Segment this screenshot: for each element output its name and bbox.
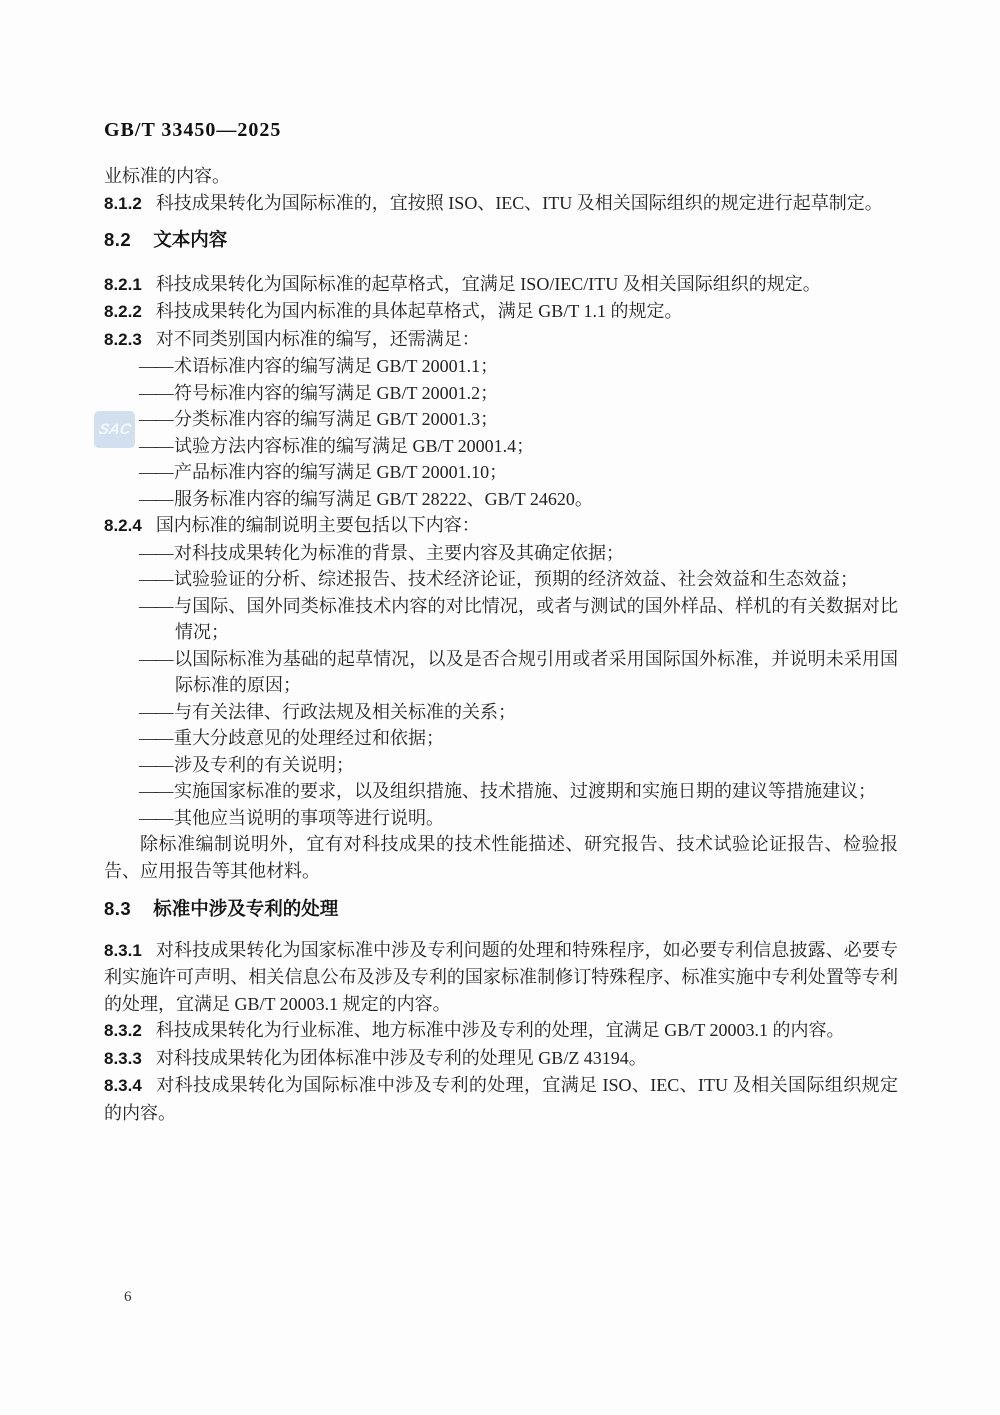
list-item-text: 分类标准内容的编写满足 GB/T 20001.3； [174,409,499,429]
clause-number: 8.3.1 [104,940,142,960]
clause-text: 科技成果转化为行业标准、地方标准中涉及专利的处理，宜满足 GB/T 20003.1 的内容。 [155,1020,845,1040]
clause-8-3-2 [104,1017,898,1045]
clause-text: 对科技成果转化为团体标准中涉及专利的处理见 GB/Z 43194。 [155,1047,647,1068]
page-number: 6 [124,1289,132,1305]
list-item [104,459,898,486]
clause-number: 8.2.2 [104,302,142,321]
list-item [104,540,898,567]
clause-number: 8.2.3 [104,329,142,349]
list-dash: —— [139,781,172,801]
list-item-text: 与国际、国外同类标准技术内容的对比情况，或者与测试的国外样品、样机的有关数据对比情况； [174,595,898,642]
list-item-text: 试验方法内容标准的编写满足 GB/T 20001.4； [174,435,535,456]
clause-8-3-3 [104,1045,898,1073]
list-item [104,486,898,513]
list-item-text: 与有关法律、行政法规及相关标准的关系； [174,701,516,722]
clause-number: 8.3.3 [104,1048,142,1068]
list-item [104,752,898,779]
list-item [104,353,898,380]
list-dash: —— [139,595,172,616]
list-item [104,725,898,752]
list-dash: —— [139,382,172,403]
sac-watermark-text: SAC [96,421,133,438]
list-dash: —— [139,488,172,509]
clause-number: 8.2.1 [104,274,142,294]
heading-title: 文本内容 [153,229,228,250]
list-item-text: 对科技成果转化为标准的背景、主要内容及其确定依据； [174,542,624,563]
list-item [104,433,898,460]
list-item [104,566,898,593]
section-heading-8-2 [104,227,898,254]
clause-8-1-2 [104,190,898,218]
list-dash: —— [139,462,172,482]
list-dash: —— [139,435,172,456]
clause-number: 8.1.2 [104,193,142,213]
heading-number: 8.2 [104,229,132,250]
list-dash: —— [139,701,172,722]
list-dash: —— [139,542,172,563]
list-dash: —— [139,409,172,429]
clause-8-2-3 [104,326,898,354]
clause-8-2-4 [104,512,898,540]
clause-text: 对不同类别国内标准的编写，还需满足： [155,328,480,349]
list-item [104,646,898,699]
list-item [104,406,898,433]
list-item-text: 产品标准内容的编写满足 GB/T 20001.10； [174,462,508,482]
clause-8-2-2 [104,298,898,326]
clause-number: 8.3.4 [104,1076,142,1095]
list-item-text: 涉及专利的有关说明； [174,754,354,775]
clause-8-3-4 [104,1072,898,1126]
list-item [104,805,898,832]
clause-text: 对科技成果转化为国际标准中涉及专利的处理，宜满足 ISO、IEC、ITU 及相关国际组织规定的内容。 [104,1075,898,1123]
list-item [104,380,898,407]
clause-text: 科技成果转化为国内标准的具体起草格式，满足 GB/T 1.1 的规定。 [155,301,683,321]
list-item-text: 实施国家标准的要求，以及组织措施、技术措施、过渡期和实施日期的建议等措施建议； [174,781,876,801]
list-item [104,593,898,646]
list-item-text: 以国际标准为基础的起草情况，以及是否合规引用或者采用国际国外标准，并说明未采用国际标准的原因； [174,648,898,695]
clause-number: 8.2.4 [104,516,142,535]
list-dash: —— [139,356,172,376]
paragraph-continuation: 业标准的内容。 [104,166,230,186]
list-dash: —— [139,648,172,669]
section-heading-8-3 [104,896,898,923]
list-dash: —— [139,754,172,775]
paragraph-other-materials: 除标准编制说明外，宜有对科技成果的技术性能描述、研究报告、技术试验论证报告、检验报告、应用报告等其他材料。 [104,834,898,881]
list-item-text: 试验验证的分析、综述报告、技术经济论证，预期的经济效益、社会效益和生态效益； [174,569,858,589]
heading-number: 8.3 [104,898,132,919]
document-body [104,163,898,1126]
heading-title: 标准中涉及专利的处理 [153,898,339,919]
list-dash: —— [139,569,172,589]
list-item [104,778,898,805]
list-item [104,699,898,726]
list-item-text: 其他应当说明的事项等进行说明。 [174,807,444,828]
clause-text: 科技成果转化为国际标准的起草格式，宜满足 ISO/IEC/ITU 及相关国际组织的规定。 [155,273,821,294]
list-item-text: 符号标准内容的编写满足 GB/T 20001.2； [174,382,499,403]
clause-text: 科技成果转化为国际标准的，宜按照 ISO、IEC、ITU 及相关国际组织的规定进行起草制定。 [155,192,883,213]
clause-number: 8.3.2 [104,1021,142,1040]
clause-text: 国内标准的编制说明主要包括以下内容： [155,515,480,535]
clause-8-3-1 [104,937,898,1018]
standard-number-header: GB/T 33450—2025 [104,119,282,141]
list-dash: —— [139,807,172,828]
list-item-text: 服务标准内容的编写满足 GB/T 28222、GB/T 24620。 [174,488,593,509]
clause-text: 对科技成果转化为国家标准中涉及专利问题的处理和特殊程序，如必要专利信息披露、必要专利实施许可声明、相关信息公布及涉及专利的国家标准制修订特殊程序、标准实施中专利处置等专利的处理，宜满足 GB/T 20003.1 规定的内容。 [104,939,898,1014]
list-item-text: 重大分歧意见的处理经过和依据； [174,728,444,748]
clause-8-2-1 [104,271,898,299]
list-item-text: 术语标准内容的编写满足 GB/T 20001.1； [174,356,499,376]
list-dash: —— [139,728,172,748]
